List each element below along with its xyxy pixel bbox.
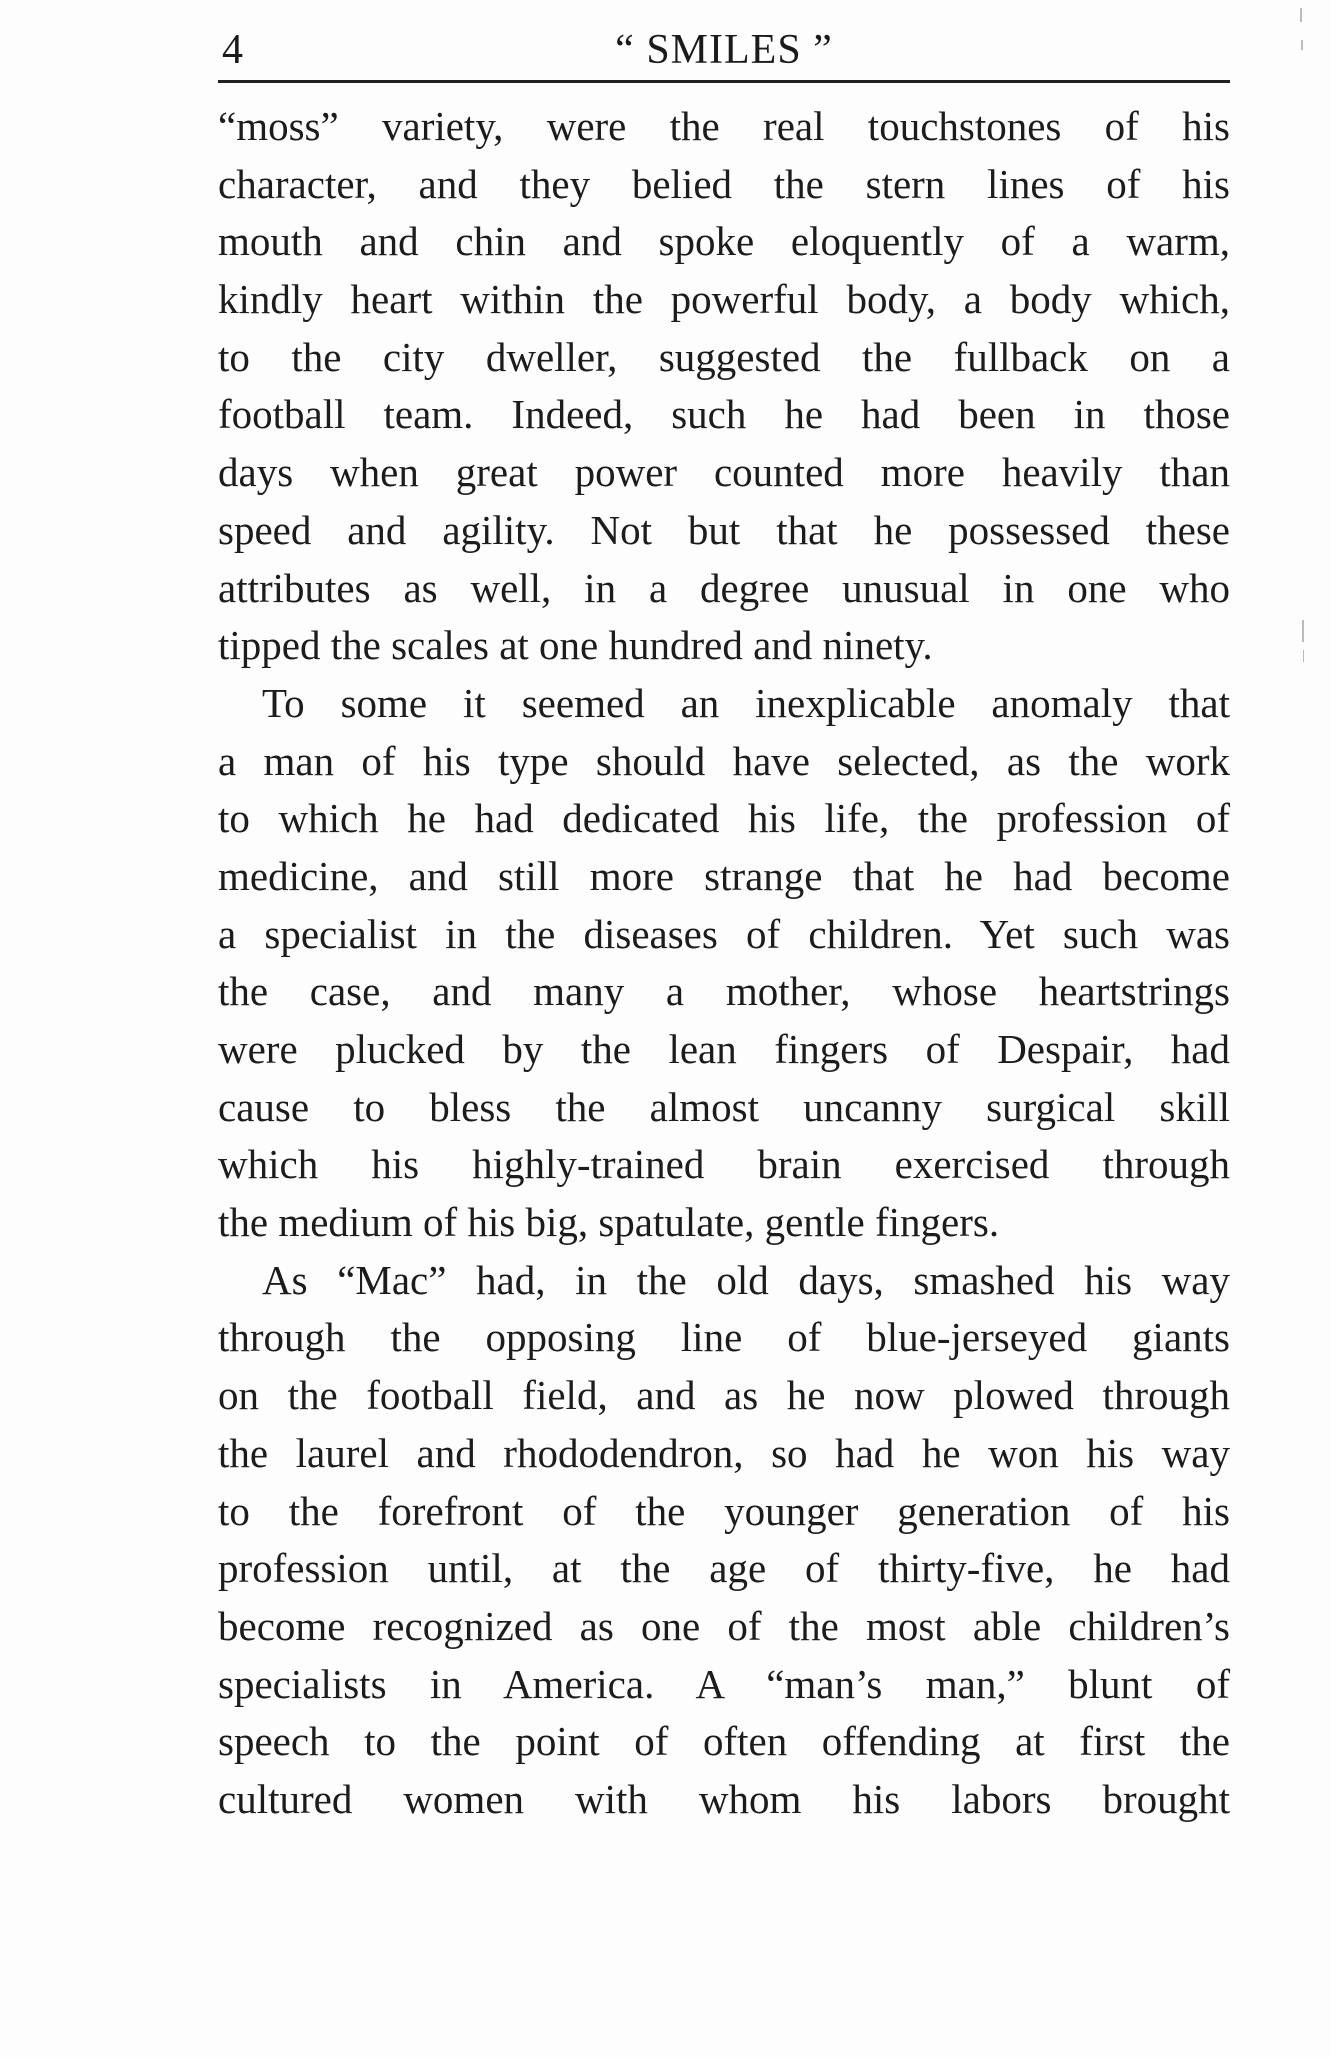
scan-speck bbox=[1303, 650, 1304, 662]
scan-speck bbox=[1300, 8, 1302, 22]
paragraph-1 bbox=[218, 98, 1230, 675]
text-line: the case, and many a mother, whose heartstrings bbox=[218, 968, 1230, 1015]
text-line: character, and they belied the stern lines of his bbox=[218, 160, 1230, 207]
scan-speck bbox=[1302, 620, 1304, 642]
body-text bbox=[218, 98, 1230, 1829]
paragraph-2 bbox=[218, 675, 1230, 1252]
text-line: to which he had dedicated his life, the profession of bbox=[218, 795, 1230, 842]
text-line: the laurel and rhododendron, so had he won his way bbox=[218, 1429, 1230, 1476]
text-line: To some it seemed an inexplicable anomaly that bbox=[262, 679, 1230, 726]
text-line: mouth and chin and spoke eloquently of a warm, bbox=[218, 218, 1230, 265]
text-line: cause to bless the almost uncanny surgical skill bbox=[218, 1083, 1230, 1130]
text-line: speed and agility. Not but that he possessed these bbox=[218, 506, 1230, 553]
text-line: “moss” variety, were the real touchstones of his bbox=[218, 103, 1230, 149]
text-line: cultured women with whom his labors brought bbox=[218, 1775, 1230, 1822]
text-line: a specialist in the diseases of children. Yet such was bbox=[218, 910, 1230, 957]
text-line: were plucked by the lean fingers of Despair, had bbox=[218, 1026, 1230, 1072]
text-line: kindly heart within the powerful body, a body which, bbox=[218, 276, 1230, 323]
text-line: profession until, at the age of thirty-five, he had bbox=[218, 1545, 1230, 1592]
text-line: which his highly-trained brain exercised through bbox=[218, 1141, 1230, 1188]
text-line: specialists in America. A “man’s man,” blunt of bbox=[218, 1660, 1230, 1707]
text-line: attributes as well, in a degree unusual in one who bbox=[218, 564, 1230, 611]
text-line: on the football field, and as he now plowed through bbox=[218, 1372, 1230, 1419]
text-line: As “Mac” had, in the old days, smashed his way bbox=[262, 1256, 1230, 1303]
page-header bbox=[218, 22, 1230, 82]
text-line: the medium of his big, spatulate, gentle fingers. bbox=[218, 1199, 1000, 1246]
header-rule bbox=[218, 80, 1230, 83]
text-line: tipped the scales at one hundred and ninety. bbox=[218, 622, 933, 669]
text-line: to the city dweller, suggested the fullback on a bbox=[218, 333, 1230, 380]
text-line: to the forefront of the younger generation of his bbox=[218, 1487, 1230, 1534]
paragraph-3 bbox=[218, 1252, 1230, 1829]
text-line: speech to the point of often offending at first the bbox=[218, 1718, 1230, 1765]
text-line: days when great power counted more heavily than bbox=[218, 449, 1230, 496]
text-line: through the opposing line of blue-jerseyed giants bbox=[218, 1314, 1230, 1361]
scan-speck bbox=[1301, 40, 1303, 50]
text-line: football team. Indeed, such he had been in those bbox=[218, 391, 1230, 438]
text-line: become recognized as one of the most able children’s bbox=[218, 1602, 1230, 1649]
running-head: “ SMILES ” bbox=[615, 27, 833, 73]
page-number: 4 bbox=[222, 27, 243, 73]
text-line: a man of his type should have selected, as the work bbox=[218, 737, 1230, 784]
text-line: medicine, and still more strange that he had become bbox=[218, 852, 1230, 899]
